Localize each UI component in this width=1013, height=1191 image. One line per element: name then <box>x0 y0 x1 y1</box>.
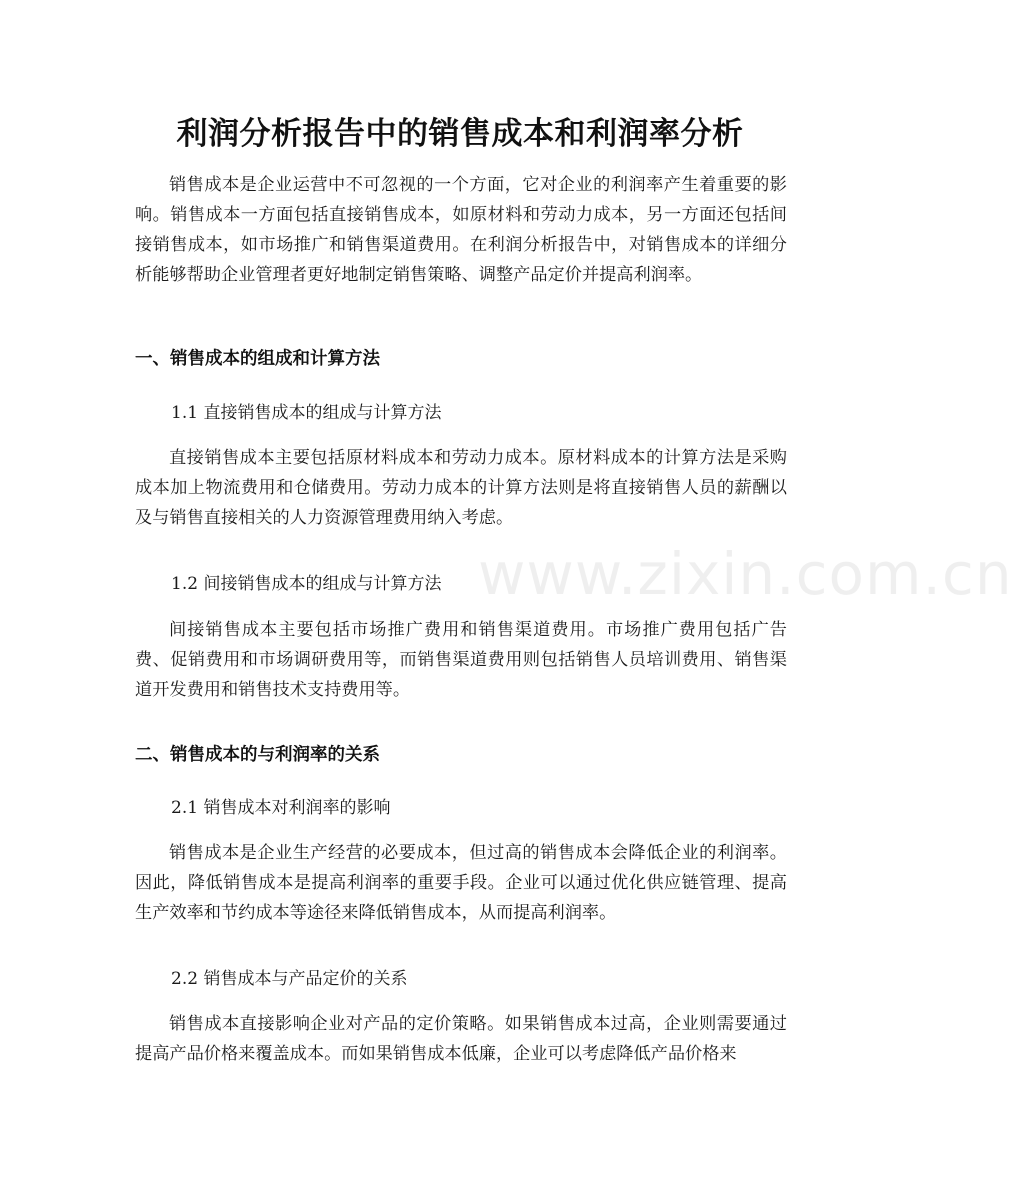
subsection-1-2-paragraph: 间接销售成本主要包括市场推广费用和销售渠道费用。市场推广费用包括广告费、促销费用和市场调研费用等，而销售渠道费用则包括销售人员培训费用、销售渠道开发费用和销售技术支持费用等。 <box>135 620 787 700</box>
subsection-1-1-heading: 1.1 直接销售成本的组成与计算方法 <box>171 403 442 423</box>
document-title: 利润分析报告中的销售成本和利润率分析 <box>176 116 744 152</box>
section-2-heading: 二、销售成本的与利润率的关系 <box>135 745 380 765</box>
section-1-heading: 一、销售成本的组成和计算方法 <box>135 349 380 369</box>
subsection-2-2-heading: 2.2 销售成本与产品定价的关系 <box>171 969 408 989</box>
subsection-1-2-heading: 1.2 间接销售成本的组成与计算方法 <box>171 574 442 594</box>
subsection-2-1-heading: 2.1 销售成本对利润率的影响 <box>171 798 391 818</box>
watermark: www.zixin.com.cn <box>478 540 1013 608</box>
subsection-2-1-paragraph: 销售成本是企业生产经营的必要成本，但过高的销售成本会降低企业的利润率。因此，降低销售成本是提高利润率的重要手段。企业可以通过优化供应链管理、提高生产效率和节约成本等途径来降低销售成本，从而提高利润率。 <box>135 843 787 923</box>
subsection-1-1-paragraph: 直接销售成本主要包括原材料成本和劳动力成本。原材料成本的计算方法是采购成本加上物流费用和仓储费用。劳动力成本的计算方法则是将直接销售人员的薪酬以及与销售直接相关的人力资源管理费用纳入考虑。 <box>135 448 787 528</box>
intro-paragraph: 销售成本是企业运营中不可忽视的一个方面，它对企业的利润率产生着重要的影响。销售成本一方面包括直接销售成本，如原材料和劳动力成本，另一方面还包括间接销售成本，如市场推广和销售渠道费用。在利润分析报告中，对销售成本的详细分析能够帮助企业管理者更好地制定销售策略、调整产品定价并提高利润率。 <box>135 175 787 285</box>
subsection-2-2-paragraph: 销售成本直接影响企业对产品的定价策略。如果销售成本过高，企业则需要通过提高产品价格来覆盖成本。而如果销售成本低廉，企业可以考虑降低产品价格来 <box>135 1014 787 1064</box>
